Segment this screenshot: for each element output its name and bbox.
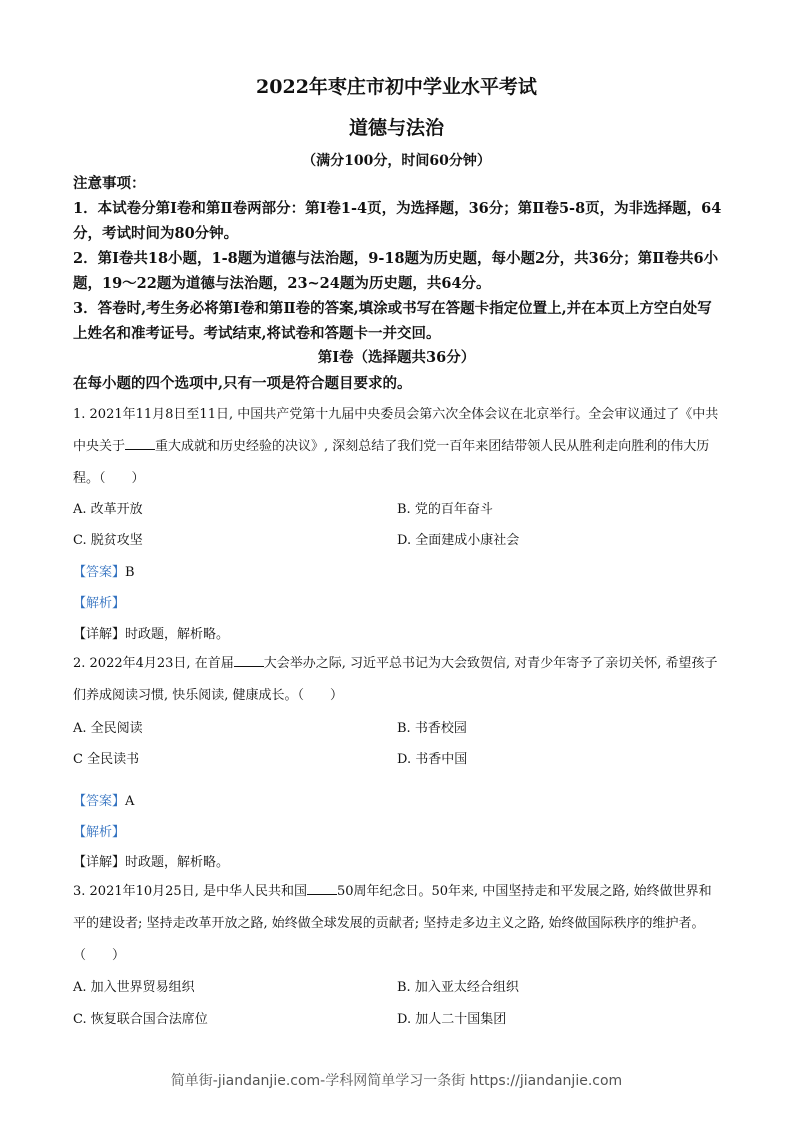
question-1-blank xyxy=(125,448,155,450)
section-title: 第Ⅰ卷（选择题共36分） xyxy=(317,349,476,366)
question-1-option-c: C. 脱贫攻坚 xyxy=(73,533,143,548)
question-3-option-b: B. 加入亚太经合组织 xyxy=(397,980,519,995)
question-1-stem xyxy=(73,399,723,495)
question-1-analysis xyxy=(73,592,125,611)
question-2-stem-part-b: 大会举办之际, 习近平总书记为大会致贺信, 对青少年寄予了亲切关怀, 希望孩子们养成阅读习惯, 快乐阅读, 健康成长。（ ） xyxy=(73,656,718,703)
answer-value: B xyxy=(125,565,135,580)
question-3-option-a: A. 加入世界贸易组织 xyxy=(73,980,195,995)
notes-block xyxy=(73,171,723,346)
question-1-option-a: A. 改革开放 xyxy=(73,502,143,517)
question-3-blank xyxy=(307,893,337,895)
question-1-answer xyxy=(73,561,135,580)
question-3-option-d: D. 加人二十国集团 xyxy=(397,1012,507,1027)
detail-label: 【详解】 xyxy=(73,855,126,870)
exam-title: 2022年枣庄市初中学业水平考试 xyxy=(256,76,537,98)
question-1-stem-part-b: 重大成就和历史经验的决议》, 深刻总结了我们党一百年来团结带领人民从胜利走向胜利的伟大历程。（ ） xyxy=(73,439,710,486)
question-2-option-d: D. 书香中国 xyxy=(397,752,468,767)
question-1-stem-part-a: 1. 2021年11月8日至11日, 中国共产党第十九届中央委员会第六次全体会议在北京举行。全会审议通过了《中共中央关于 xyxy=(73,407,719,454)
analysis-label: 【解析】 xyxy=(73,596,126,611)
section-instruction: 在每小题的四个选项中,只有一项是符合题目要求的。 xyxy=(73,375,412,392)
question-1-option-d: D. 全面建成小康社会 xyxy=(397,533,520,548)
note-item-3: 3．答卷时,考生务必将第Ⅰ卷和第Ⅱ卷的答案,填涂或书写在答题卡指定位置上,并在本页上方空白处写上姓名和准考证号。考试结束,将试卷和答题卡一并交回。 xyxy=(73,300,712,342)
question-3-option-c: C. 恢复联合国合法席位 xyxy=(73,1012,208,1027)
question-2-option-b: B. 书香校园 xyxy=(397,721,467,736)
question-2-stem-part-a: 2. 2022年4月23日, 在首届 xyxy=(73,656,234,671)
question-2-answer xyxy=(73,790,134,809)
answer-label: 【答案】 xyxy=(73,565,126,580)
note-item-1: 1．本试卷分第Ⅰ卷和第Ⅱ卷两部分：第Ⅰ卷1-4页，为选择题，36分；第Ⅱ卷5-8页，为非选择题，64分，考试时间为80分钟。 xyxy=(73,200,722,242)
question-2-stem xyxy=(73,648,723,712)
exam-subject: 道德与法治 xyxy=(348,117,444,139)
answer-value: A xyxy=(125,794,135,809)
question-1-detail xyxy=(73,623,229,642)
detail-text: 时政题，解析略。 xyxy=(125,855,230,870)
notes-heading: 注意事项： xyxy=(73,175,146,192)
question-2-detail xyxy=(73,851,229,870)
note-item-2: 2．第Ⅰ卷共18小题，1-8题为道德与法治题，9-18题为历史题，每小题2分，共36分；第Ⅱ卷共6小题，19～22题为道德与法治题，23~24题为历史题，共64分。 xyxy=(73,250,719,292)
question-2-analysis xyxy=(73,821,125,840)
question-2-option-c: C 全民读书 xyxy=(73,752,140,767)
detail-text: 时政题，解析略。 xyxy=(125,627,230,642)
question-3-stem xyxy=(73,876,723,972)
score-time: （满分100分，时间60分钟） xyxy=(302,153,491,169)
analysis-label: 【解析】 xyxy=(73,825,126,840)
question-3-stem-part-b: 50周年纪念日。50年来, 中国坚持走和平发展之路, 始终做世界和平的建设者; 坚持走改革开放之路, 始终做全球发展的贡献者; 坚持走多边主义之路, 始终做国际秩序的维护者。（ ） xyxy=(73,884,712,963)
question-2-option-a: A. 全民阅读 xyxy=(73,721,143,736)
detail-label: 【详解】 xyxy=(73,627,126,642)
question-2-blank xyxy=(234,665,264,667)
question-3-stem-part-a: 3. 2021年10月25日, 是中华人民共和国 xyxy=(73,884,307,899)
answer-label: 【答案】 xyxy=(73,794,126,809)
question-1-option-b: B. 党的百年奋斗 xyxy=(397,502,493,517)
footer-watermark: 简单街-jiandanjie.com-学科网简单学习一条街 https://jiandanjie.com xyxy=(170,1073,623,1089)
